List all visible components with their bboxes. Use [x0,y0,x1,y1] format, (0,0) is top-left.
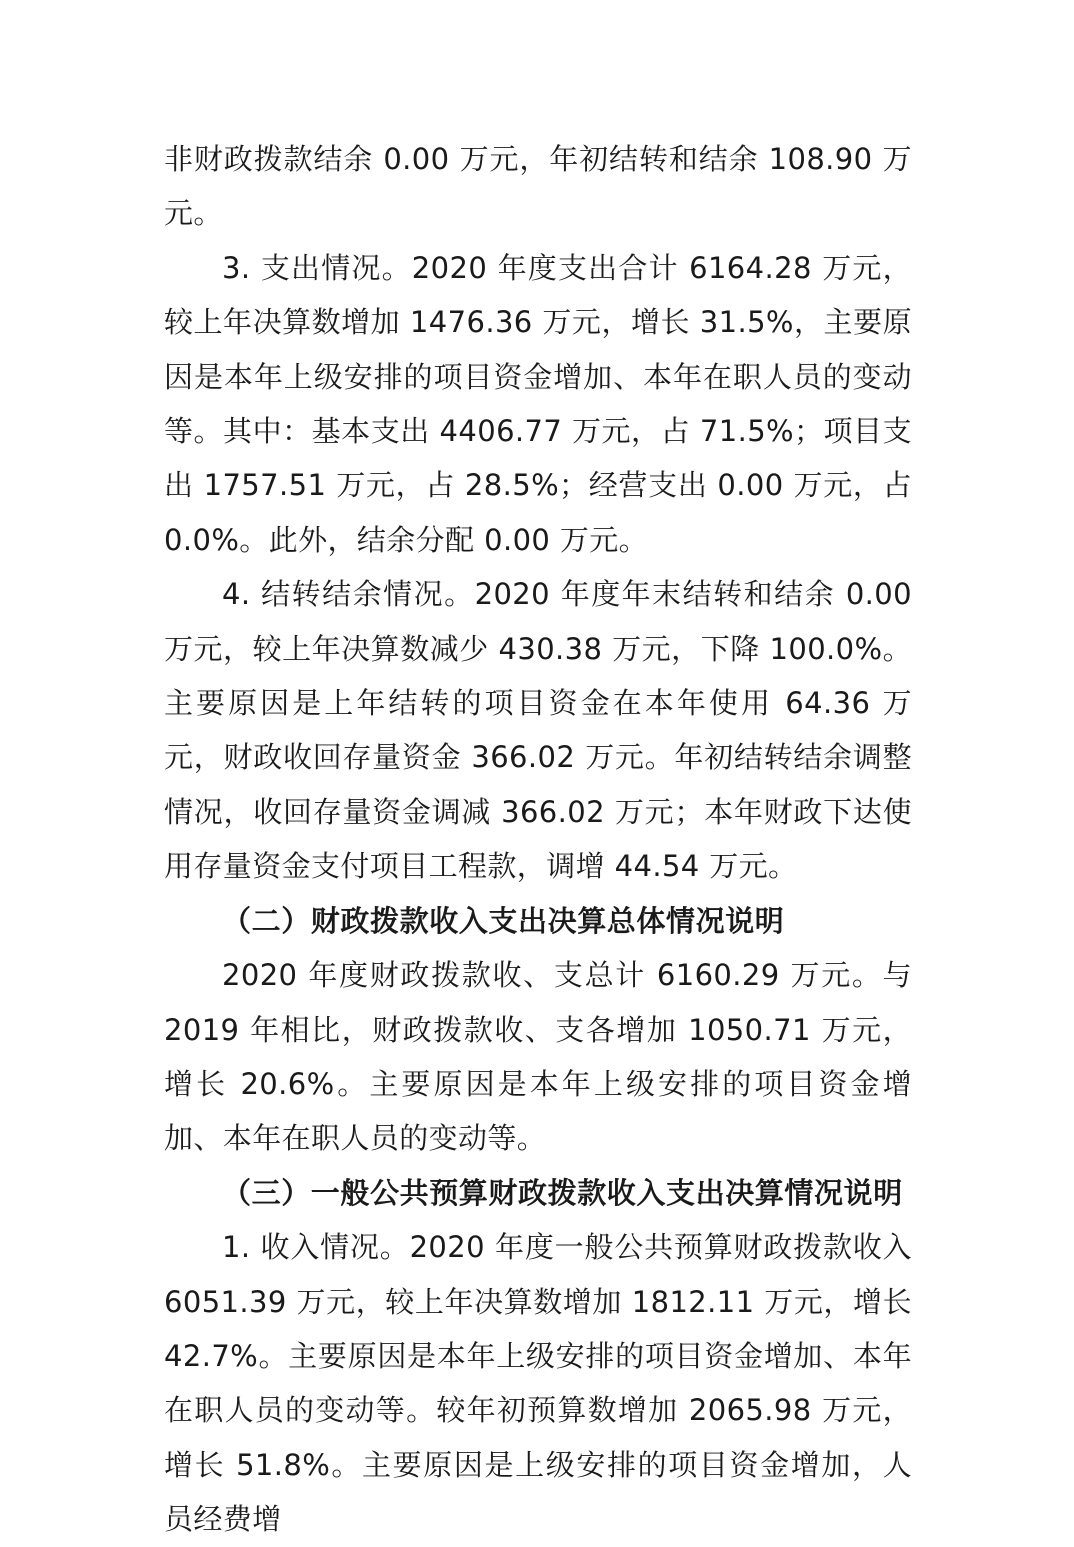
paragraph-carryover-balance: 4. 结转结余情况。2020 年度年末结转和结余 0.00 万元，较上年决算数减少 430.38 万元，下降 100.0%。主要原因是上年结转的项目资金在本年使用 64.36 万元，财政收回存量资金 366.02 万元。年初结转结余调整情况，收回存量资金调减 366.02 万元；本年财政下达使用存量资金支付项目工程款，调增 44.54 万元。 [164,577,912,884]
paragraph-non-fiscal-balance: 非财政拨款结余 0.00 万元，年初结转和结余 108.90 万元。 [164,142,912,231]
paragraph-fiscal-allocation-summary: 2020 年度财政拨款收、支总计 6160.29 万元。与 2019 年相比，财政拨款收、支各增加 1050.71 万元，增长 20.6%。主要原因是本年上级安排的项目资金增加、本年在职人员的变动等。 [164,958,912,1156]
document-page [164,132,912,1547]
paragraph-expenditure: 3. 支出情况。2020 年度支出合计 6164.28 万元，较上年决算数增加 1476.36 万元，增长 31.5%，主要原因是本年上级安排的项目资金增加、本年在职人员的变动等。其中：基本支出 4406.77 万元，占 71.5%；项目支出 1757.51 万元，占 28.5%；经营支出 0.00 万元，占 0.0%。此外，结余分配 0.00 万元。 [164,250,912,557]
section-heading-3: （三）一般公共预算财政拨款收入支出决算情况说明 [222,1175,903,1210]
section-heading-2: （二）财政拨款收入支出决算总体情况说明 [222,903,785,938]
paragraph-general-budget-income: 1. 收入情况。2020 年度一般公共预算财政拨款收入 6051.39 万元，较上年决算数增加 1812.11 万元，增长 42.7%。主要原因是本年上级安排的项目资金增加、本年在职人员的变动等。较年初预算数增加 2065.98 万元，增长 51.8%。主要原因是上级安排的项目资金增加，人员经费增 [164,1230,912,1537]
